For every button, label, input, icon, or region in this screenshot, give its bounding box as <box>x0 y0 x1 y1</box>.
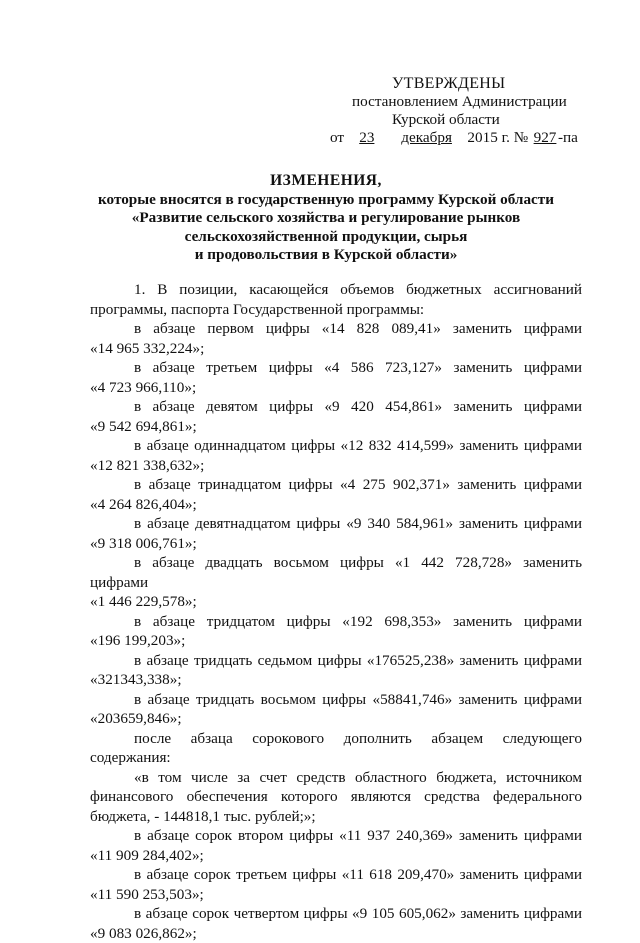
body-line: в абзаце сорок четвертом цифры «9 105 605,062» заменить цифрами <box>90 904 582 924</box>
date-month: декабря <box>390 128 464 147</box>
body-line: в абзаце третьем цифры «4 586 723,127» заменить цифрами <box>90 358 582 378</box>
body-line: «196 199,203»; <box>90 631 582 651</box>
date-year: 2015 г. № <box>467 129 528 146</box>
body-line: «11 909 284,402»; <box>90 846 582 866</box>
body-line: финансового обеспечения которого являются средства федерального <box>90 787 582 807</box>
item1-line-1: 1. В позиции, касающейся объемов бюджетных ассигнований <box>90 280 582 300</box>
doc-number-suffix: -па <box>558 129 578 146</box>
body-line: «12 821 338,632»; <box>90 456 582 476</box>
body-line: в абзаце тридцатом цифры «192 698,353» заменить цифрами <box>90 612 582 632</box>
approval-region: Курской области <box>392 110 500 129</box>
heading-line-3: сельскохозяйственной продукции, сырья <box>90 228 562 247</box>
doc-number: 927 <box>532 128 558 147</box>
heading-line-1: которые вносятся в государственную программу Курской области <box>90 191 562 210</box>
approval-title: УТВЕРЖДЕНЫ <box>392 74 505 93</box>
body-line: в абзаце тринадцатом цифры «4 275 902,371» заменить цифрами <box>90 475 582 495</box>
body-line: после абзаца сорокового дополнить абзацем следующего <box>90 729 582 749</box>
body-line: в абзаце тридцать восьмом цифры «58841,746» заменить цифрами <box>90 690 582 710</box>
body-line: в абзаце двадцать восьмом цифры «1 442 728,728» заменить цифрами <box>90 553 582 592</box>
body-line: в абзаце сорок втором цифры «11 937 240,369» заменить цифрами <box>90 826 582 846</box>
body-line: «1 446 229,578»; <box>90 592 582 612</box>
body-line: в абзаце девятнадцатом цифры «9 340 584,961» заменить цифрами <box>90 514 582 534</box>
body-line: бюджета, - 144818,1 тыс. рублей;»; <box>90 807 582 827</box>
body-line: «203659,846»; <box>90 709 582 729</box>
body-line: «9 083 026,862»; <box>90 924 582 943</box>
body-line: в абзаце девятом цифры «9 420 454,861» заменить цифрами <box>90 397 582 417</box>
body-line: «9 542 694,861»; <box>90 417 582 437</box>
body-line: в абзаце сорок третьем цифры «11 618 209,470» заменить цифрами <box>90 865 582 885</box>
body-line: в абзаце одиннадцатом цифры «12 832 414,599» заменить цифрами <box>90 436 582 456</box>
body-line: «11 590 253,503»; <box>90 885 582 905</box>
document-body <box>90 280 582 943</box>
heading-title: ИЗМЕНЕНИЯ, <box>90 172 562 191</box>
body-line: «321343,338»; <box>90 670 582 690</box>
item1-line-2: программы, паспорта Государственной программы: <box>90 300 582 320</box>
body-line: «4 264 826,404»; <box>90 495 582 515</box>
body-line: «в том числе за счет средств областного бюджета, источником <box>90 768 582 788</box>
date-day: 23 <box>348 128 386 147</box>
body-line: в абзаце тридцать седьмом цифры «176525,238» заменить цифрами <box>90 651 582 671</box>
heading-line-2: «Развитие сельского хозяйства и регулирование рынков <box>90 209 562 228</box>
document-heading <box>90 172 562 265</box>
body-line: «14 965 332,224»; <box>90 339 582 359</box>
body-line: «9 318 006,761»; <box>90 534 582 554</box>
approval-by: постановлением Администрации <box>352 92 567 111</box>
body-line: в абзаце первом цифры «14 828 089,41» заменить цифрами <box>90 319 582 339</box>
heading-line-4: и продовольствия в Курской области» <box>90 246 562 265</box>
approval-date <box>330 128 578 147</box>
body-line: «4 723 966,110»; <box>90 378 582 398</box>
date-prefix: от <box>330 129 344 146</box>
body-line: содержания: <box>90 748 582 768</box>
